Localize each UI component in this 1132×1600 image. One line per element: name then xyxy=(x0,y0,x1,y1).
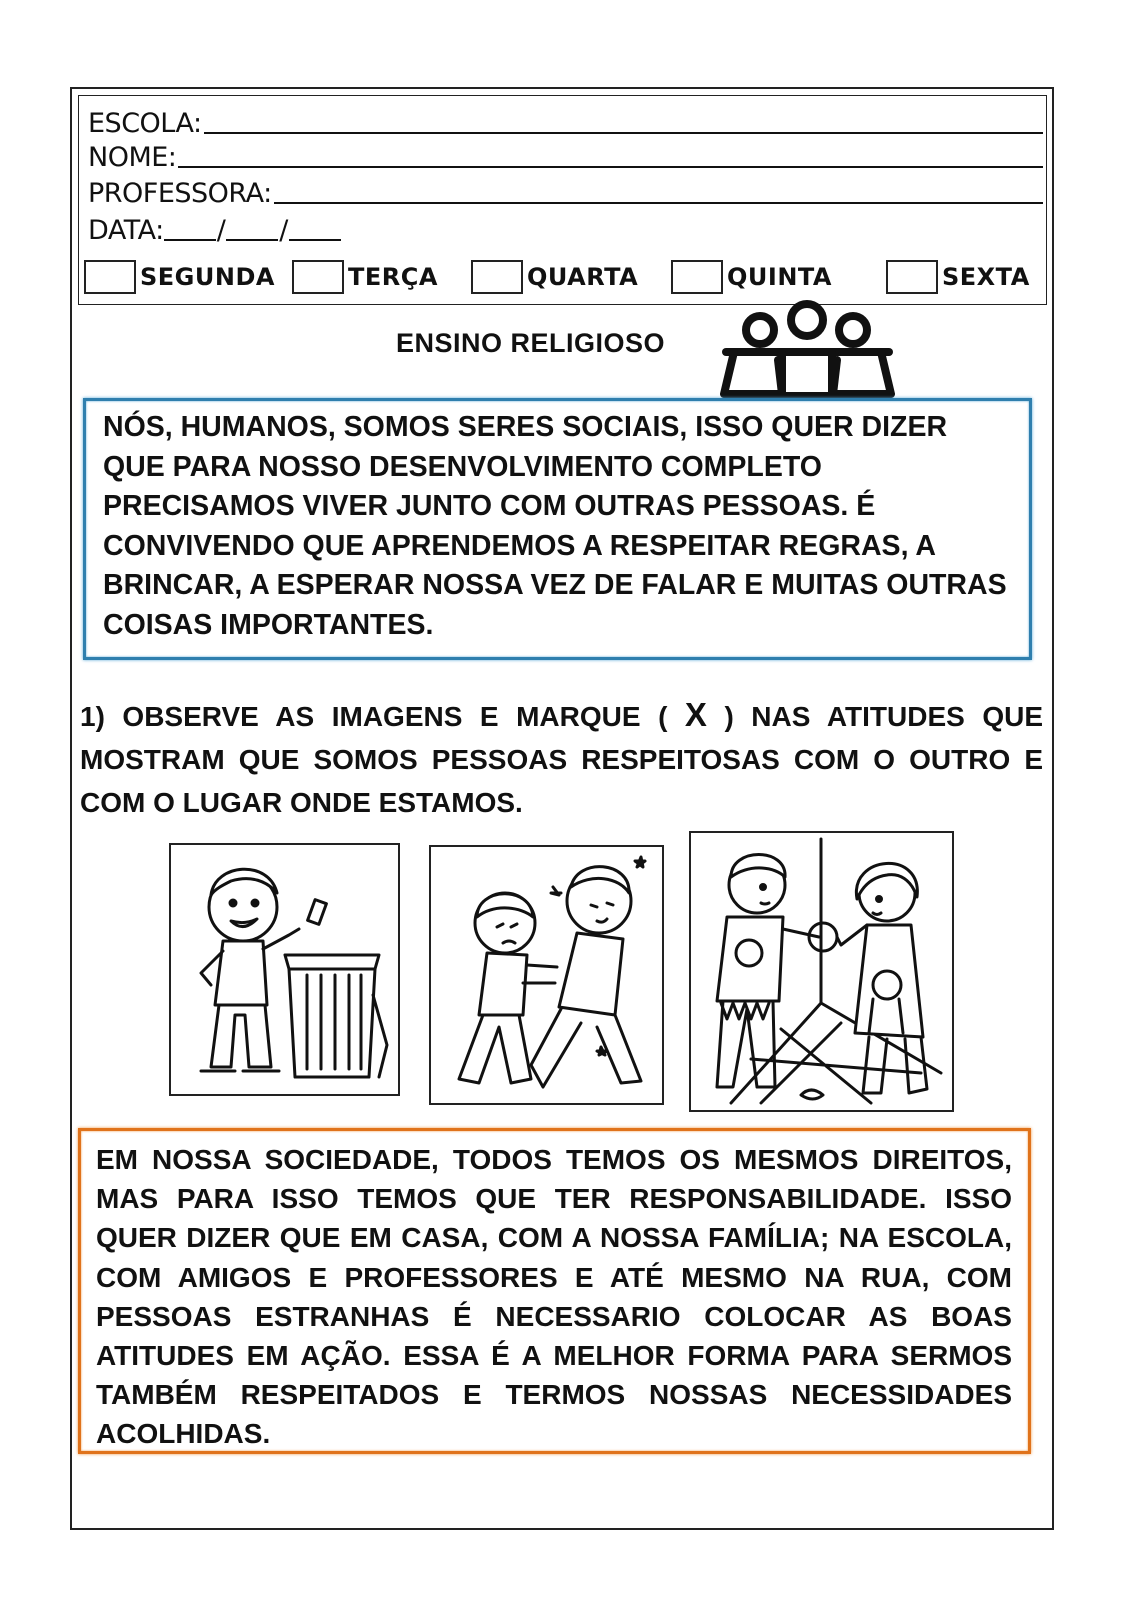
professora-row xyxy=(88,178,1043,209)
children-pushing-drawing xyxy=(431,847,662,1103)
nome-label: NOME: xyxy=(88,142,177,173)
question-mark-x: X xyxy=(684,696,707,733)
illustration-trash[interactable] xyxy=(169,843,400,1096)
date-separator: / xyxy=(216,215,226,246)
escola-row xyxy=(88,108,1043,139)
day-option-segunda[interactable] xyxy=(84,260,275,294)
intro-text: NÓS, HUMANOS, SOMOS SERES SOCIAIS, ISSO QUER DIZER QUE PARA NOSSO DESENVOLVIMENTO COMPLETO PRECISAMOS VIVER JUNTO COM OUTRAS PESSOAS. É CONVIVENDO QUE APRENDEMOS A RESPEITAR REGRAS, A BRINCAR, A ESPERAR NOSSA VEZ DE FALAR E MUITAS OUTRAS COISAS IMPORTANTES. xyxy=(103,411,1007,641)
day-label: SEGUNDA xyxy=(140,263,275,291)
date-month-field[interactable] xyxy=(226,238,278,241)
escola-field[interactable] xyxy=(204,131,1043,134)
subject-title: ENSINO RELIGIOSO xyxy=(396,328,666,358)
date-separator: / xyxy=(279,215,288,246)
day-option-quinta[interactable] xyxy=(671,260,832,294)
escola-label: ESCOLA: xyxy=(88,108,202,139)
day-label: QUINTA xyxy=(727,263,832,291)
date-year-field[interactable] xyxy=(289,238,341,241)
children-sharing-drawing xyxy=(691,833,952,1110)
day-label: SEXTA xyxy=(942,263,1030,291)
day-option-quarta[interactable] xyxy=(471,260,638,294)
day-option-sexta[interactable] xyxy=(886,260,1030,294)
nome-field[interactable] xyxy=(178,165,1043,168)
day-option-terca[interactable] xyxy=(292,260,438,294)
day-checkbox[interactable] xyxy=(671,260,723,294)
day-label: TERÇA xyxy=(348,263,438,291)
date-row xyxy=(88,215,341,246)
professora-label: PROFESSORA: xyxy=(88,178,272,209)
nome-row xyxy=(88,142,1043,173)
day-checkbox[interactable] xyxy=(84,260,136,294)
professora-field[interactable] xyxy=(274,201,1043,204)
day-label: QUARTA xyxy=(527,263,639,291)
day-checkbox[interactable] xyxy=(886,260,938,294)
data-label: DATA: xyxy=(88,215,164,246)
day-checkbox[interactable] xyxy=(292,260,344,294)
day-checkbox[interactable] xyxy=(471,260,523,294)
date-day-field[interactable] xyxy=(164,238,216,241)
child-trash-drawing xyxy=(171,845,398,1094)
illustration-sharing[interactable] xyxy=(689,831,954,1112)
people-group-icon xyxy=(720,300,895,402)
question-text-end: ) NAS ATITUDES QUE MOSTRAM QUE SOMOS PESSOAS RESPEITOSAS COM O OUTRO E COM O LUGAR ONDE ESTAMOS. xyxy=(80,701,1044,818)
closing-text: EM NOSSA SOCIEDADE, TODOS TEMOS OS MESMOS DIREITOS, MAS PARA ISSO TEMOS QUE TER RESPONSABILIDADE. ISSO QUER DIZER QUE EM CASA, COM A NOSSA FAMÍLIA; NA ESCOLA, COM AMIGOS E PROFESSORES E ATÉ MESMO NA RUA, COM PESSOAS ESTRANHAS É NECESSARIO COLOCAR AS BOAS ATITUDES EM AÇÃO. ESSA É A MELHOR FORMA PARA SERMOS TAMBÉM RESPEITADOS E TERMOS NOSSAS NECESSIDADES ACOLHIDAS. xyxy=(96,1144,1012,1450)
question-1 xyxy=(80,693,1043,824)
question-text-start: 1) OBSERVE AS IMAGENS E MARQUE ( xyxy=(80,701,668,732)
illustration-pushing[interactable] xyxy=(429,845,664,1105)
